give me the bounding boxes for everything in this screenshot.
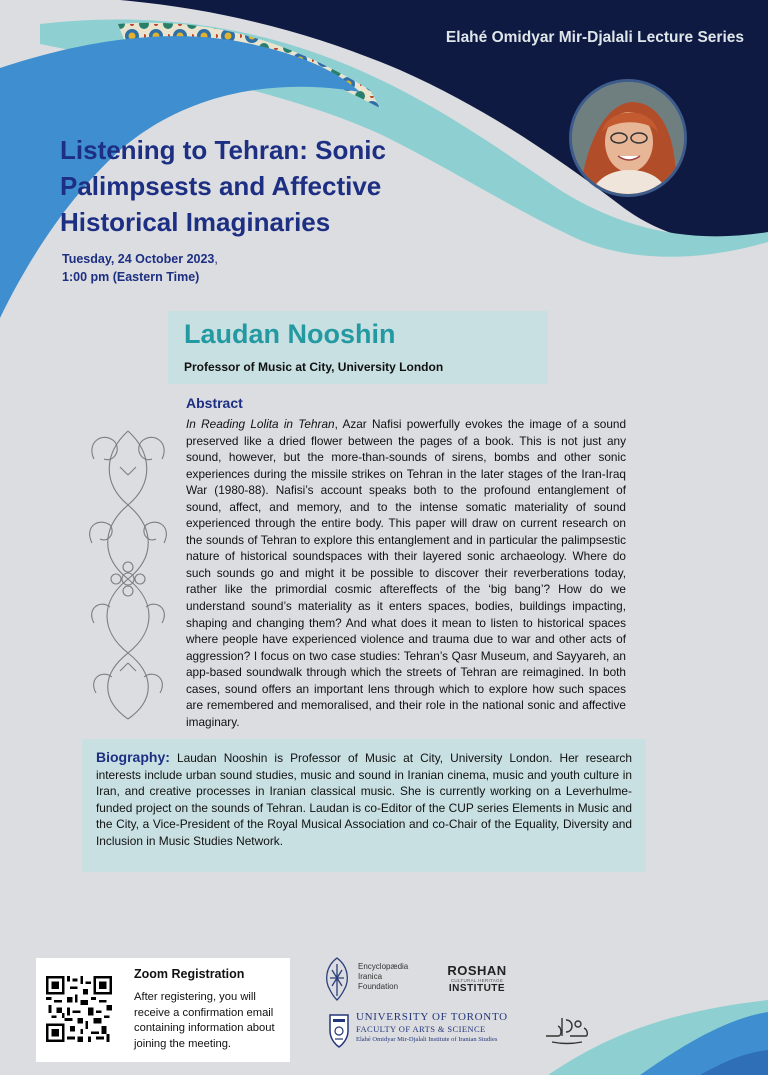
uoft-line1: UNIVERSITY OF TORONTO bbox=[356, 1011, 508, 1023]
abstract-book-title: In Reading Lolita in Tehran bbox=[186, 417, 335, 431]
uoft-crest-icon bbox=[328, 1011, 350, 1049]
biography-body: Laudan Nooshin is Professor of Music at City, University London. Her research interests include urban sound studies, music and sound in Iranian cinema, music and youth culture in Iran, and creative processes in Iranian classical music. She is currently working on a Leverhulme-funded project on the sounds of Tehran. Laudan is co-Editor of the CUP series Elements in Music and the City, a Vice-President of the Royal Musical Association and co-Chair of the Equality, Diversity and Inclusion in Music Studies Network. bbox=[96, 751, 632, 848]
speaker-name: Laudan Nooshin bbox=[184, 319, 396, 349]
biography-heading: Biography: bbox=[96, 749, 170, 765]
zoom-heading: Zoom Registration bbox=[134, 967, 245, 981]
roshan-logo bbox=[442, 963, 512, 994]
lecture-series-label: Elahé Omidyar Mir-Djalali Lecture Series bbox=[445, 29, 744, 46]
eif-name: Encyclopædia Iranica Foundation bbox=[358, 962, 409, 991]
university-of-toronto-logo bbox=[328, 1011, 508, 1054]
date-comma: , bbox=[214, 252, 218, 266]
lecture-date bbox=[62, 250, 218, 286]
speaker-role: Professor of Music at City, University London bbox=[184, 360, 444, 374]
zoom-text: After registering, you will receive a confirmation email containing information about joining the meeting. bbox=[134, 991, 275, 1050]
speaker-photo bbox=[569, 79, 687, 197]
zoom-registration-box bbox=[36, 958, 290, 1062]
lecture-day: Tuesday, 24 October 2023 bbox=[62, 252, 215, 266]
biography-text bbox=[96, 749, 632, 849]
qr-code[interactable] bbox=[46, 976, 112, 1042]
calligraphy-logo-icon bbox=[544, 1016, 590, 1046]
abstract-text bbox=[186, 416, 626, 730]
speaker-box bbox=[168, 311, 548, 384]
eif-emblem-icon bbox=[322, 956, 352, 1002]
roshan-name: ROSHAN bbox=[447, 963, 507, 978]
encyclopaedia-iranica-logo bbox=[322, 956, 409, 1007]
uoft-line3: Elahé Omidyar Mir-Djalali Institute of Iranian Studies bbox=[356, 1036, 498, 1043]
uoft-line2: FACULTY OF ARTS & SCIENCE bbox=[356, 1024, 486, 1034]
lecture-time: 1:00 pm (Eastern Time) bbox=[62, 270, 200, 284]
roshan-institute: INSTITUTE bbox=[448, 983, 506, 994]
lecture-title: Listening to Tehran: Sonic Palimpsests and Affective Historical Imaginaries bbox=[60, 135, 386, 237]
floral-ornament bbox=[84, 423, 172, 723]
biography-box bbox=[82, 739, 646, 872]
abstract-body: , Azar Nafisi powerfully evokes the image of a sound preserved like a dried flower between the pages of a book. This is not just any sound, however, but the more-than-sounds of sirens, bombs and other sonic experiences during the missile strikes on Tehran in the later stages of the Iran-Iraq War (1980-88). Nafisi’s account speaks both to the profound entanglement of sound, affect, and memory, and to the intense somatic materiality of sound experienced through the entire body. This paper will draw on current research on the sounds of Tehran to explore this entanglement and in particular the palimpsestic nature of historical soundspaces with their layered sonic archaeology. Where do such sounds go and might it be possible to discover their reverberations today, rather like the primordial cosmic aftereffects of the ‘big bang’? How do we understand sound’s materiality as it enters spaces, bodies, buildings impacting, shaping and changing them? And what does it mean to listen to historical spaces where people have experienced violence and trauma due to war and other acts of aggression? I focus on two case studies: Tehran’s Qasr Museum, and Sayyareh, an app-based soundwalk through which the streets of Tehran are reimagined. In both cases, sound offers an important lens through which to explore how such spaces are remembered and memoralised, and their role in the national sonic and affective imaginary. bbox=[186, 417, 627, 729]
abstract-heading: Abstract bbox=[186, 395, 243, 411]
roshan-subtitle: CULTURAL HERITAGE bbox=[450, 978, 504, 983]
